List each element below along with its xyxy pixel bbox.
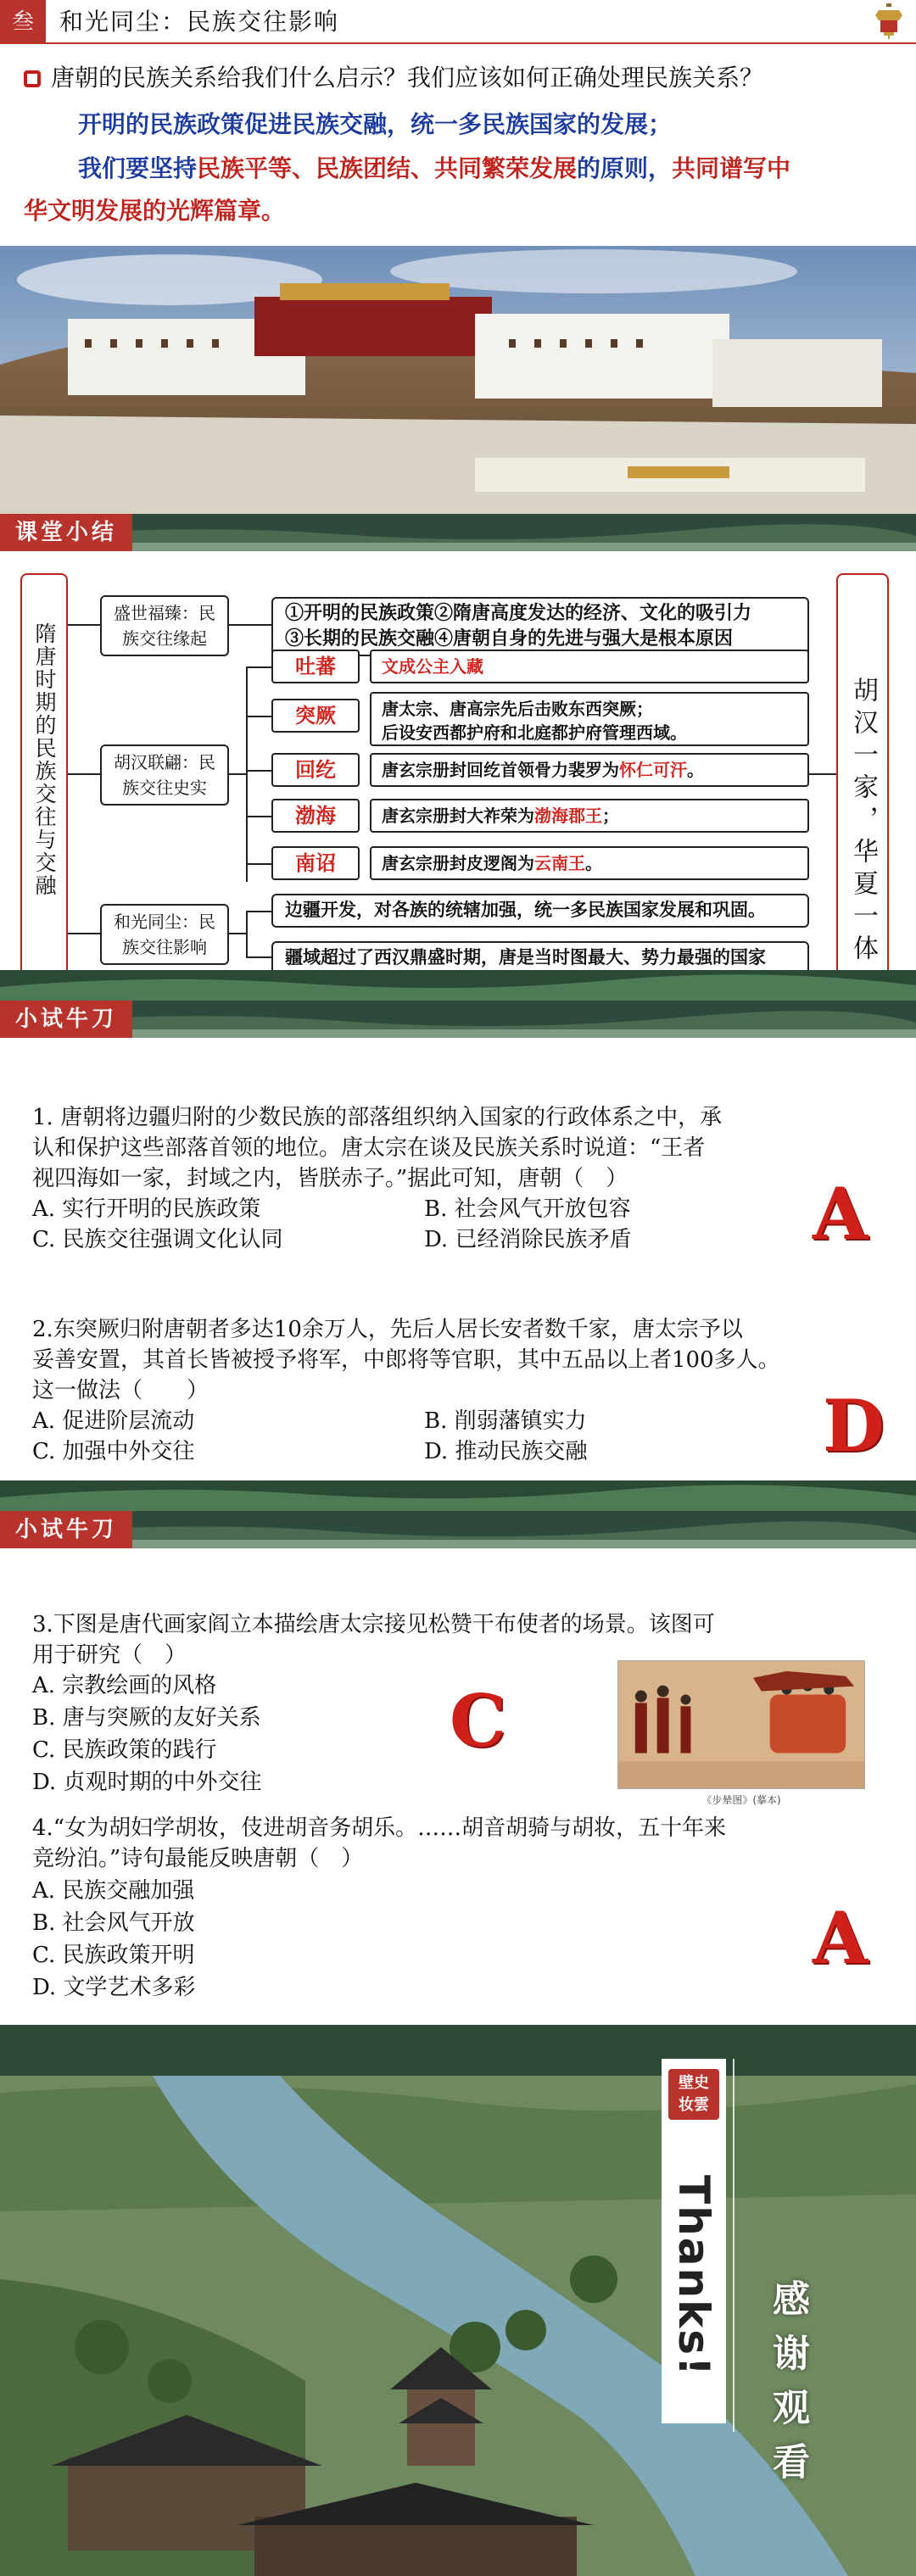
- ethnic-bohai: 渤海: [271, 799, 360, 833]
- connector-line: [246, 956, 271, 958]
- connector-line: [229, 773, 246, 775]
- slide-4: [0, 1511, 916, 2025]
- connector-line: [809, 773, 836, 775]
- q3-answer: C: [450, 1679, 506, 1763]
- q2-option-d: D. 推动民族交融: [424, 1439, 588, 1464]
- category-impact: 和光同尘：民族交往影响: [100, 904, 229, 965]
- ethnic-tujue: 突厥: [271, 699, 360, 733]
- thank-you-vertical-text: 感谢观看: [766, 2279, 809, 2496]
- connector-line: [246, 716, 271, 717]
- ethnic-huihe-desc: [370, 753, 809, 787]
- desc-line: 后设安西都护府和北庭都护府管理西域。: [382, 722, 687, 743]
- desc-text: 。: [585, 853, 602, 873]
- divider-line: [733, 2059, 734, 2432]
- question-line: 视四海如一家，封域之内，皆朕赤子。”据此可知，唐朝（ ）: [32, 1166, 628, 1191]
- answer-highlight: 民族平等、民族团结、共同繁荣发展: [197, 154, 578, 182]
- q2-option-b: B. 削弱藩镇实力: [424, 1408, 587, 1434]
- answer-line-1: 开明的民族政策促进民族交融，统一多民族国家的发展；: [78, 110, 673, 138]
- desc-text: ；: [602, 806, 619, 826]
- q1-option-a: A. 实行开明的民族政策: [32, 1196, 261, 1222]
- section-title: 和光同尘：民族交往影响: [59, 8, 340, 36]
- ethnic-nanzhao-desc: [370, 846, 809, 880]
- practice-banner: [0, 1511, 916, 1548]
- category-origin: 盛世福臻：民族交往缘起: [100, 595, 229, 656]
- desc-text: 唐玄宗册封回纥首领骨力裴罗为: [382, 760, 619, 780]
- ethnic-nanzhao: 南诏: [271, 846, 360, 880]
- slide-2: [0, 514, 916, 1001]
- ethnic-tibet: 吐蕃: [271, 650, 360, 683]
- connector-line: [246, 816, 271, 817]
- question-line: 竞纷泊。”诗句最能反映唐朝（ ）: [32, 1846, 364, 1871]
- potala-palace-image: [0, 246, 916, 514]
- answer-text: 我们要坚持: [78, 154, 198, 182]
- thanks-panel: [662, 2059, 726, 2423]
- question-2: [32, 1314, 889, 1406]
- ethnic-bohai-desc: [370, 799, 809, 833]
- q3-option-c: C. 民族政策的践行: [32, 1737, 217, 1763]
- q1-option-c: C. 民族交往强调文化认同: [32, 1227, 283, 1252]
- question-line: 用于研究（ ）: [32, 1642, 187, 1668]
- question-line: 3.下图是唐代画家阎立本描绘唐太宗接见松赞干布使者的场景。该图可: [32, 1612, 715, 1637]
- section-number: 叁: [0, 0, 46, 44]
- category-facts: 胡汉联翩：民族交往史实: [100, 744, 229, 806]
- q4-option-a: A. 民族交融加强: [32, 1878, 195, 1904]
- q1-option-b: B. 社会风气开放包容: [424, 1196, 631, 1222]
- q4-option-b: B. 社会风气开放: [32, 1910, 195, 1936]
- bunian-painting-image: [617, 1660, 865, 1789]
- q4-option-c: C. 民族政策开明: [32, 1943, 195, 1968]
- connector-line: [246, 666, 271, 668]
- answer-highlight: 华文明发展的光辉篇章。: [24, 197, 286, 225]
- ethnic-tibet-desc: 文成公主入藏: [370, 650, 809, 683]
- practice-banner: [0, 1001, 916, 1038]
- question-line: 妥善安置，其首长皆被授予将军，中郎将等官职，其中五品以上者100多人。: [32, 1347, 780, 1373]
- impact-box-1: 边疆开发，对各族的统辖加强，统一多民族国家发展和巩固。: [271, 894, 809, 928]
- section-header: [0, 0, 916, 44]
- square-bullet-icon: [24, 70, 41, 87]
- question-line: 1. 唐朝将边疆归附的少数民族的部落组织纳入国家的行政体系之中，承: [32, 1105, 723, 1130]
- thanks-text: Thanks!: [669, 2174, 718, 2378]
- q3-option-d: D. 贞观时期的中外交往: [32, 1770, 262, 1795]
- footer-landscape-image: [0, 1480, 916, 1511]
- reasons-line: ①开明的民族政策②隋唐高度发达的经济、文化的吸引力: [285, 602, 752, 624]
- summary-title-box: [20, 573, 68, 987]
- answer-line-2: [24, 149, 897, 188]
- connector-line: [246, 863, 271, 865]
- desc-text: 唐玄宗册封大祚荣为: [382, 806, 534, 826]
- connector-line: [246, 911, 271, 912]
- answer-text: 的原则，: [577, 154, 673, 182]
- slide-1: [0, 0, 916, 514]
- question-text: 唐朝的民族关系给我们什么启示？我们应该如何正确处理民族关系？: [51, 64, 764, 92]
- painting-caption: 《步辇图》(摹本): [701, 1794, 781, 1806]
- question-4: [32, 1813, 889, 1874]
- summary-conclusion-box: [836, 573, 889, 987]
- desc-highlight: 怀仁可汗: [619, 760, 687, 780]
- connector-line: [229, 933, 246, 934]
- question-line: 2.东突厥归附唐朝者多达10余万人，先后人居长安者数千家，唐太宗予以: [32, 1317, 743, 1342]
- question-line: 这一做法（ ）: [32, 1378, 209, 1403]
- connector-line: [229, 624, 271, 626]
- footer-landscape-image: [0, 970, 916, 1001]
- q4-answer: A: [813, 1896, 869, 1980]
- banner-label: 小试牛刀: [0, 1511, 132, 1548]
- q1-answer: A: [813, 1172, 869, 1256]
- answer-line-3: [24, 192, 897, 231]
- ethnic-tujue-desc: [370, 692, 809, 746]
- summary-banner: [0, 514, 916, 551]
- banner-label: 小试牛刀: [0, 1001, 132, 1038]
- question-line: 认和保护这些部落首领的地位。唐太宗在谈及民族关系时说道：“王者: [32, 1135, 706, 1161]
- desc-highlight: 渤海郡王: [534, 806, 602, 826]
- q2-option-c: C. 加强中外交往: [32, 1439, 195, 1464]
- lantern-icon: [874, 3, 904, 39]
- connector-line: [68, 773, 100, 775]
- connector-line: [68, 933, 100, 934]
- q2-answer: D: [823, 1384, 885, 1468]
- q1-option-d: D. 已经消除民族矛盾: [424, 1227, 632, 1252]
- reasons-line: ③长期的民族交融④唐朝自身的先进与强大是根本原因: [285, 627, 734, 650]
- answer-highlight: 共同谱写中: [672, 154, 791, 182]
- summary-conclusion-text: 胡汉一家，华夏一体: [848, 677, 878, 967]
- desc-text: 。: [687, 760, 704, 780]
- impact-box-2: 疆域超过了西汉鼎盛时期，唐是当时图最大、势力最强的国家: [271, 941, 809, 975]
- q2-option-a: A. 促进阶层流动: [32, 1408, 195, 1434]
- desc-text: 唐玄宗册封皮逻阁为: [382, 853, 534, 873]
- q3-option-a: A. 宗教绘画的风格: [32, 1673, 217, 1698]
- seal-stamp: 壁史 妆雲: [668, 2069, 719, 2120]
- connector-line: [68, 624, 100, 626]
- question-line: [24, 61, 897, 95]
- ethnic-huihe: 回纥: [271, 753, 360, 787]
- q3-option-b: B. 唐与突厥的友好关系: [32, 1705, 261, 1731]
- question-line: 4.“女为胡妇学胡妆，伎进胡音务胡乐。……胡音胡骑与胡妆，五十年来: [32, 1815, 727, 1841]
- question-1: [32, 1102, 889, 1194]
- q4-option-d: D. 文学艺术多彩: [32, 1975, 196, 2000]
- summary-title-text: 隋唐时期的民族交往与交融: [32, 622, 57, 897]
- desc-highlight: 云南王: [534, 853, 585, 873]
- slide-5: [0, 2025, 916, 2576]
- connector-line: [246, 666, 248, 882]
- desc-line: 唐太宗、唐高宗先后击败东西突厥；: [382, 699, 653, 719]
- reasons-box: [271, 597, 809, 656]
- slide-3: [0, 1001, 916, 1511]
- connector-line: [246, 911, 248, 956]
- connector-line: [246, 770, 271, 772]
- banner-label: 课堂小结: [0, 514, 132, 551]
